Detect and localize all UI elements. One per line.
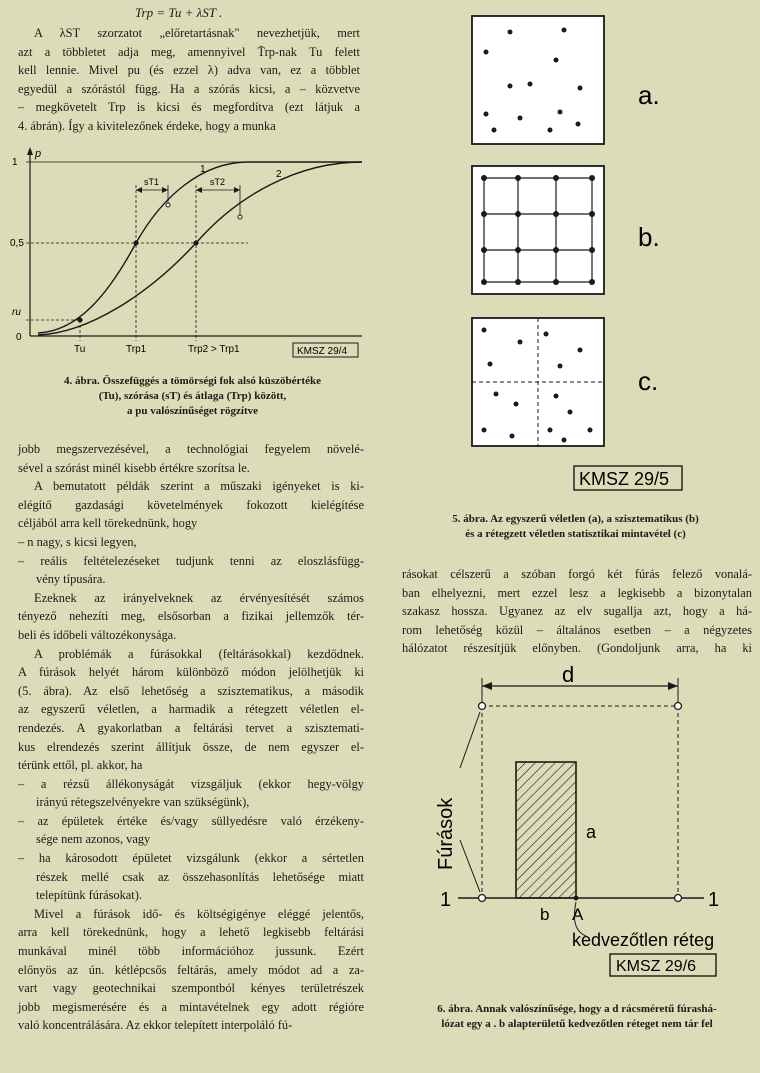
text-line: egyedül a szórástól függ. Ha a szórás kicsi, a – közvetve — [18, 81, 360, 96]
text-line: telepítünk fúrásokat). — [36, 888, 142, 903]
text-line: – reális feltételezéseket tudjunk tenni az eloszlásfügg- — [18, 553, 364, 568]
unfavorable-layer-rect — [516, 762, 576, 898]
paragraph — [18, 905, 364, 1035]
A-label: A — [572, 905, 584, 924]
text-line: munkával minél több információhoz jussunk. Ezért — [18, 944, 364, 959]
text-line: (5. ábra). Az első lehetőség a szisztematikus, a második — [18, 683, 364, 698]
svg-text:0,5: 0,5 — [10, 238, 24, 249]
text-line: tényező nehezíti meg, elsősorban a fizikai jellemzők tér- — [18, 609, 364, 624]
y-axis-label: p — [35, 148, 42, 160]
a-label: a — [586, 822, 597, 842]
text-line: rásokat célszerű a szóban forgó két fúrás felező vonalá- — [402, 567, 752, 581]
y-tick-05 — [10, 238, 248, 249]
line-label-right: 1 — [708, 889, 720, 911]
text-line: céljából arra kell törekednünk, hogy — [18, 516, 198, 531]
dash-list-item — [18, 849, 364, 905]
text-line: 4. ábrán). Így a kivitelezőnek érdeke, hogy a munka — [18, 118, 276, 133]
layer-label: kedvezőtlen réteg — [572, 930, 715, 950]
right-body-text — [402, 565, 752, 658]
figure-5-code: KMSZ 29/5 — [579, 469, 670, 489]
paragraph — [18, 645, 364, 775]
text-line: kus elrendezés szerint állítjuk össze, de nem egyszer el- — [18, 739, 364, 754]
text-line: beli és időbeli változékonysága. — [18, 627, 177, 642]
text-line: az egyszerű véletlen, a harmadik a rétegzett véletlen el- — [18, 702, 364, 717]
panel-label-c: c. — [638, 366, 659, 396]
caption-6: 6. ábra. Annak valószínűsége, hogy a d rácsméretű fúrashá- lózat egy a . b alapterületű kedvezőtlen réteget nem tár fel — [437, 1003, 717, 1030]
left-top-text — [80, 4, 360, 23]
text-line: sége nem azonos, vagy — [36, 832, 151, 847]
spread-label-2: sT2 — [210, 177, 226, 187]
spread-label-1: sT1 — [144, 177, 160, 187]
svg-text:1: 1 — [12, 157, 18, 168]
text-line: arra kell törekednünk, hogy a lehető legkisebb feltárási — [18, 925, 364, 940]
text-line: – n nagy, s kicsi legyen, — [18, 534, 137, 549]
dash-list-item — [18, 533, 364, 552]
left-top-paragraph — [18, 24, 360, 136]
y-tick-ru — [12, 307, 83, 320]
caption-5: 5. ábra. Az egyszerű véletlen (a), a szisztematikus (b) és a rétegzett véletlen statisztikai mintavétel (c) — [452, 513, 699, 540]
text-line: ban elhelyezni, mert ezzel lesz a legkisebb a bizonytalan — [402, 585, 752, 600]
panel-label-b: b. — [638, 222, 660, 252]
text-line: A problémák a fúrásokkal (feltárásokkal) kezdődnek. — [34, 646, 364, 661]
figure-6-borings — [400, 660, 755, 980]
text-line: részek mellé csak az összehasonlítás lehetősége miatt — [36, 869, 364, 884]
x-tick-trp2: Trp2 > Trp1 — [188, 344, 240, 355]
paragraph — [18, 440, 364, 477]
figure-5-sampling — [460, 0, 710, 500]
text-line: rendezés. A gyakorlatban a feltárási tervet a szisztemati- — [18, 720, 364, 735]
panel-label-a: a. — [638, 80, 660, 110]
text-line: – ha károsodott épületet vizsgálunk (ekkor a sértetlen — [18, 851, 364, 866]
text-line: szakasz hossza. Ugyanez az elv sugallja azt, hogy a há- — [402, 604, 752, 619]
dash-list-item — [18, 775, 364, 812]
text-line: – az épületek értéke és/vagy süllyedésre való érzékeny- — [18, 813, 364, 828]
b-label: b — [540, 905, 550, 924]
text-line: vény típusára. — [36, 572, 106, 587]
text-line: térünk ettől, pl. akkor, ha — [18, 758, 143, 773]
text-line: irányú rétegszelvényekre van szükségünk), — [36, 795, 250, 810]
formula: Trp = Tu + λST . — [135, 5, 223, 20]
text-line: jobb megszervezésével, a technológiai fegyelem növelé- — [18, 442, 364, 456]
text-line: Mivel a fúrások idő- és költségigénye eléggé jelentős, — [34, 906, 364, 921]
text-line: sével a szórást minél kisebb értékre szorítsa le. — [18, 460, 250, 475]
x-tick-tu: Tu — [74, 344, 86, 355]
text-line: A bemutatott példák szerint a műszaki igényeket is ki- — [34, 479, 364, 494]
caption-4: 4. ábra. Összefüggés a tömörségi fok alsó küszöbértéke (Tu), szórása (sT) és átlaga (Trp) között, a pu valószínűséget rögzítve — [64, 375, 321, 417]
curve-label-1: 1 — [200, 164, 206, 175]
text-line: – a rézsű állékonyságát vizsgáljuk (ekkor hegy-völgy — [18, 776, 364, 791]
text-line: kell lennie. Mivel pu (és ezzel λ) adva van, ez a többlet — [18, 63, 360, 78]
svg-text:ru: ru — [12, 307, 21, 318]
dash-list-item — [18, 552, 364, 589]
line-label-left: 1 — [440, 889, 452, 911]
left-body-text — [18, 440, 364, 1035]
text-line: jobb megismerésére és a mintavételnek egy adott régióre — [18, 999, 364, 1014]
figure-6-code: KMSZ 29/6 — [616, 958, 697, 975]
text-line: vart vagy geotechnikai szempontból kényes területrészek — [18, 981, 364, 996]
curve-1 — [38, 162, 362, 333]
x-tick-trp1: Trp1 — [126, 344, 147, 355]
curve-2 — [38, 162, 362, 335]
curve-label-2: 2 — [276, 169, 282, 180]
text-line: azt a többletet adja meg, amennyivel T̄rp-nak Tu felett — [18, 44, 360, 59]
paragraph — [18, 589, 364, 645]
text-line: elégítő gazdasági követelmények fokozott kielégítése — [18, 497, 364, 512]
text-line: Ezeknek az irányelveknek az érvényesítését számos — [34, 590, 364, 605]
figure-4-chart — [8, 145, 370, 365]
text-line: A fúrások helyét három különböző módon jelölhetjük ki — [18, 665, 364, 680]
y-tick-0: 0 — [16, 332, 22, 343]
text-line: előnyös az ún. kétlépcsős feltárás, amely módot ad a za- — [18, 962, 364, 977]
text-line: rom lehetőség közül – általános esetben – a négyzetes — [402, 622, 752, 637]
borings-label: Fúrások — [435, 797, 457, 870]
text-line: A λST szorzatot „előretartásnak" nevezhetjük, mert — [34, 26, 360, 40]
paragraph — [18, 477, 364, 533]
text-line: – megkövetelt Trp is kicsi és megfordítva (ezt látjuk a — [18, 100, 360, 115]
figure-4-code: KMSZ 29/4 — [297, 346, 348, 357]
d-label: d — [562, 662, 575, 687]
text-line: hálózatot részesítjük előnyben. (Gondoljunk arra, ha ki — [402, 641, 752, 656]
text-line: való koncentrálására. Az ekkor telepített interpoláló fú- — [18, 1018, 293, 1033]
dash-list-item — [18, 812, 364, 849]
